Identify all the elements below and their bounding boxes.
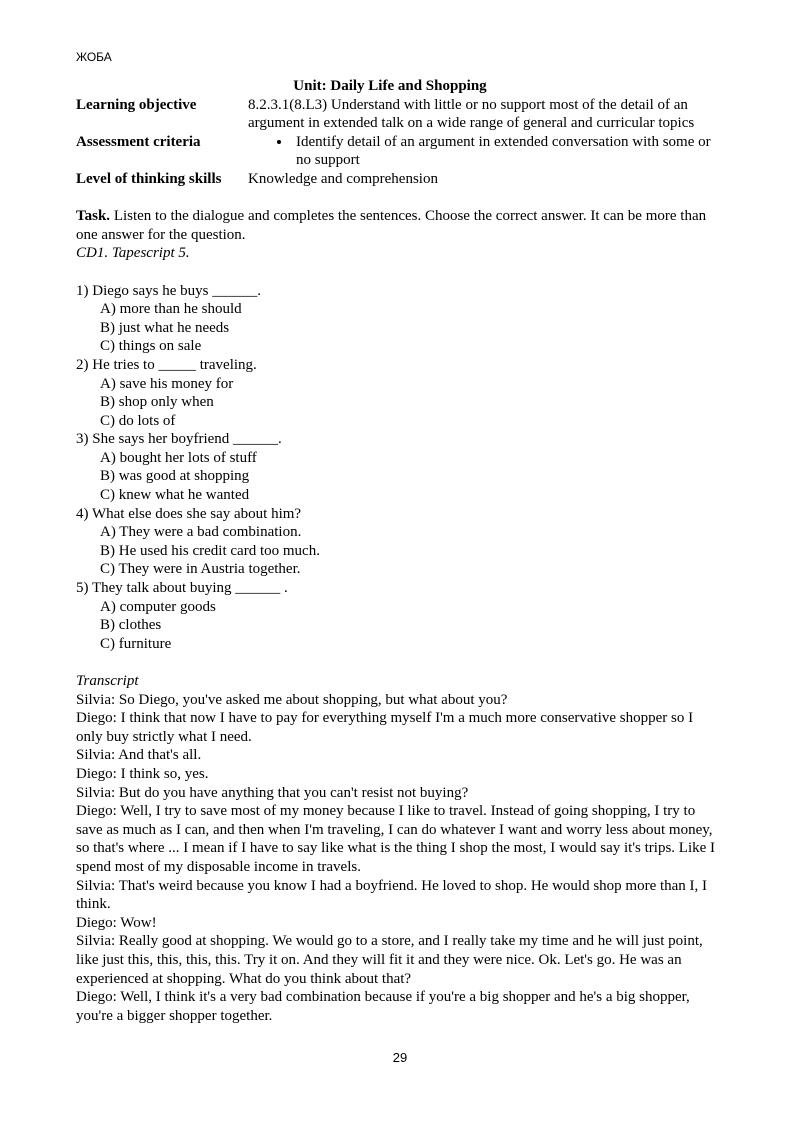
task-instructions [76,207,716,244]
answer-option: C) furniture [100,635,172,652]
task-text: Listen to the dialogue and completes the sentences. Choose the correct answer. It can be more than one answer for the question. [76,208,707,243]
assessment-criteria-item: • Identify detail of an argument in extended conversation with some or no support [292,133,716,170]
transcript-line: Silvia: And that's all. [76,747,202,764]
assessment-criteria-list [248,133,716,170]
transcript-line: Diego: Wow! [76,914,157,931]
answer-option: B) was good at shopping [100,468,250,485]
assessment-criteria-label: Assessment criteria [76,133,201,150]
thinking-skills-value: Knowledge and comprehension [248,170,438,187]
unit-title: Unit: Daily Life and Shopping [293,78,487,94]
answer-option: B) just what he needs [100,319,230,336]
question-text: 5) They talk about buying ______ . [76,580,288,597]
task-source: CD1. Tapescript 5. [76,245,190,262]
question-text: 3) She says her boyfriend ______. [76,431,282,448]
answer-option: B) clothes [100,617,162,634]
thinking-skills-label: Level of thinking skills [76,170,222,187]
question-item [76,282,716,356]
question-item [76,430,716,504]
transcript-line: Diego: I think so, yes. [76,765,209,782]
thinking-skills-row [76,170,716,189]
answer-option: B) He used his credit card too much. [100,542,320,559]
task-label: Task. [76,208,111,225]
answer-option: A) save his money for [100,375,234,392]
answer-option: C) do lots of [100,412,176,429]
learning-objective-row [76,96,716,133]
document-body [76,77,716,1025]
question-text: 2) He tries to _____ traveling. [76,356,257,373]
learning-objective-value: 8.2.3.1(8.L3) Understand with little or no support most of the detail of an argument in extended talk on a wide range of general and curricular topics [248,96,695,132]
answer-option: A) bought her lots of stuff [100,449,257,466]
transcript-line: Diego: I think that now I have to pay for everything myself I'm a much more conservative shopper so I only buy strictly what I need. [76,710,694,745]
answer-option: C) things on sale [100,338,202,355]
question-item [76,356,716,430]
transcript-body [76,691,716,1026]
transcript-heading: Transcript [76,673,139,689]
learning-objective-label: Learning objective [76,96,197,113]
assessment-criteria-row [76,133,716,170]
question-item [76,505,716,579]
header-tag: ЖОБА [76,50,112,64]
answer-option: A) more than he should [100,301,242,318]
question-list [76,282,716,654]
answer-option: B) shop only when [100,394,214,411]
question-text: 4) What else does she say about him? [76,505,302,522]
answer-option: C) knew what he wanted [100,487,250,504]
assessment-criteria-value-container [248,133,716,170]
question-text: 1) Diego says he buys ______. [76,282,261,299]
transcript-line: Diego: Well, I think it's a very bad combination because if you're a big shopper and he's a big shopper, you're a bigger shopper together. [76,989,690,1024]
transcript-line: Silvia: That's weird because you know I had a boyfriend. He loved to shop. He would shop more than I, I think. [76,877,708,913]
answer-option: C) They were in Austria together. [100,561,301,578]
transcript-line: Silvia: Really good at shopping. We would go to a store, and I really take my time and he will just point, like just this, this, this, this. Try it on. And they will fit it and they were nice. Ok. Let's go. He was an experienced at shopping. What do you think about that? [76,933,703,987]
transcript-line: Silvia: But do you have anything that you can't resist not buying? [76,784,469,801]
transcript-line: Diego: Well, I try to save most of my money because I like to travel. Instead of going shopping, I try to save as much as I can, and then when I'm traveling, I can do whatever I want and worry less about money, so that's where ... I mean if I have to say like what is the thing I shop the most, I would say it's trips. Like I spend most of my disposable income in travels. [76,803,716,875]
question-item [76,579,716,653]
answer-option: A) They were a bad combination. [100,524,302,541]
page-number: 29 [392,1050,408,1065]
transcript-line: Silvia: So Diego, you've asked me about shopping, but what about you? [76,691,508,708]
answer-option: A) computer goods [100,598,216,615]
